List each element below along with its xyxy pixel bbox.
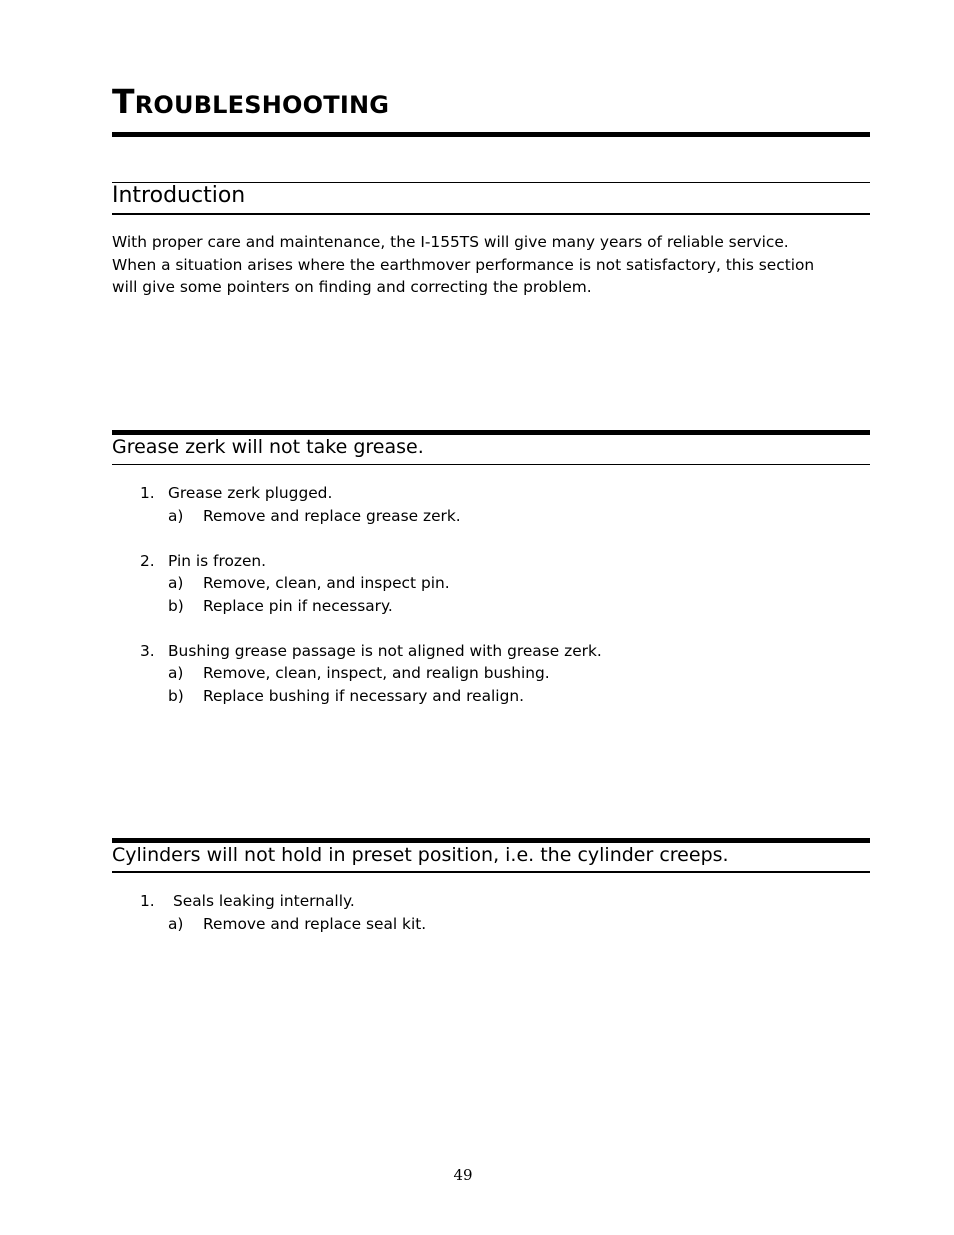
page-title-initial: T [112,82,135,121]
introduction-line: When a situation arises where the earthmover performance is not satisfactory, this section [112,255,815,274]
sub-list-item [0,685,954,708]
grease-troubleshooting-list [0,482,954,707]
introduction-line: With proper care and maintenance, the I-155TS will give many years of reliable service. [112,233,789,251]
sub-list-item [0,505,954,528]
sub-item-text: Replace pin if necessary. [203,596,393,615]
title-rule [112,132,870,137]
item-text: Pin is frozen. [168,551,267,570]
list-spacer [0,527,954,550]
sub-list-item [0,662,954,685]
list-spacer [0,617,954,640]
item-number: 2. [140,551,155,570]
introduction-bottom-rule [112,213,870,215]
sub-item-text: Remove, clean, inspect, and realign bushing. [203,664,550,682]
sub-list-item [0,913,954,936]
item-number: 1. [140,892,155,910]
item-number: 3. [140,641,155,660]
introduction-heading: Introduction [112,183,246,208]
grease-section-bottom-rule [112,464,870,465]
sub-item-text: Replace bushing if necessary and realign. [203,686,525,705]
grease-section-heading: Grease zerk will not take grease. [112,436,424,458]
page-number: 49 [453,1166,473,1184]
introduction-paragraph [112,231,872,299]
sub-item-text: Remove and replace seal kit. [203,914,427,933]
sub-item-letter: b) [168,596,184,615]
list-item [0,482,954,505]
sub-list-item [0,595,954,618]
list-item [0,890,954,913]
item-text: Seals leaking internally. [173,892,355,910]
sub-item-letter: a) [168,914,184,933]
sub-list-item [0,572,954,595]
page-title-rest: ROUBLESHOOTING [134,91,390,119]
sub-item-letter: a) [168,664,184,682]
cylinder-section-heading: Cylinders will not hold in preset position, i.e. the cylinder creeps. [112,844,729,866]
sub-item-letter: a) [168,506,184,525]
cylinder-troubleshooting-list [0,890,954,935]
list-item [0,640,954,663]
sub-item-letter: a) [168,574,184,592]
page-title [112,82,389,125]
sub-item-letter: b) [168,686,184,705]
cylinder-section-bottom-rule [112,871,870,873]
sub-item-text: Remove, clean, and inspect pin. [203,574,450,592]
item-number: 1. [140,484,155,502]
introduction-line: will give some pointers on finding and correcting the problem. [112,278,592,296]
item-text: Bushing grease passage is not aligned with grease zerk. [168,641,602,660]
sub-item-text: Remove and replace grease zerk. [203,506,461,525]
list-item [0,550,954,573]
item-text: Grease zerk plugged. [168,484,333,502]
